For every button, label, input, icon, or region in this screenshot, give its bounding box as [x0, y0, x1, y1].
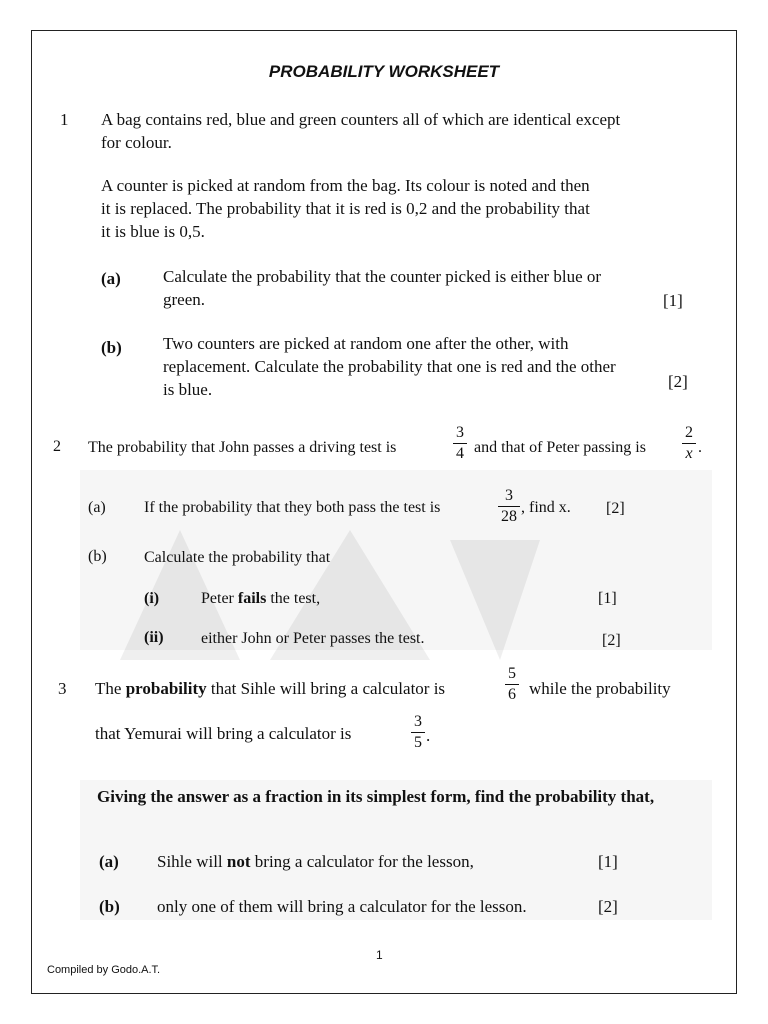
q2bii-marks: [2]: [602, 632, 621, 649]
q3-stem-post: while the probability: [529, 679, 671, 698]
q2-stem-fraction-peter: [682, 424, 696, 463]
q2-stem-mid: and that of Peter passing is: [474, 439, 646, 456]
q2-number: 2: [53, 438, 61, 455]
q1a-line1: Calculate the probability that the counter picked is either blue or: [163, 267, 602, 286]
q1b-marks: [2]: [668, 372, 688, 391]
q3-line2-fraction-yemurai: [411, 713, 425, 752]
q3-frac2-denominator: 5: [414, 734, 422, 751]
q1a-line2: green.: [163, 290, 206, 309]
q1-number: 1: [60, 110, 69, 129]
q2bi-marks: [1]: [598, 590, 617, 607]
q1b-label: (b): [101, 338, 122, 357]
q3a-text-post: bring a calculator for the lesson,: [254, 852, 474, 871]
q3-stem-mid: that Sihle will bring a calculator is: [210, 679, 446, 698]
q2bi-label: (i): [144, 590, 160, 607]
q3-line2: that Yemurai will bring a calculator is: [95, 724, 352, 743]
q2a-frac-numerator: 3: [505, 487, 513, 504]
q2a-text-post: , find x.: [521, 499, 571, 516]
q2-stem-pre: The probability that John passes a driving test is: [88, 439, 397, 456]
q3-stem-bold: probability: [125, 679, 207, 698]
q2-frac2-numerator: 2: [685, 424, 693, 441]
q2a-fraction: [498, 487, 520, 526]
q3a-label: (a): [99, 852, 119, 871]
q2b-text: Calculate the probability that: [144, 549, 331, 566]
q2a-frac-denominator: 28: [501, 508, 517, 525]
q3b-label: (b): [99, 897, 120, 916]
q3a-text-bold: not: [226, 852, 251, 871]
q1a-marks: [1]: [663, 291, 683, 310]
q3b-marks: [2]: [598, 897, 618, 916]
q3a-text: [157, 850, 474, 874]
q2a-marks: [2]: [606, 500, 625, 517]
q2-frac1-numerator: 3: [456, 424, 464, 441]
q2-stem-fraction-john: [453, 424, 467, 463]
q3a-marks: [1]: [598, 852, 618, 871]
page-number: 1: [376, 948, 383, 962]
q3-stem-fraction-sihle: [505, 665, 519, 704]
q2bi-text-post: the test,: [270, 590, 321, 607]
q2b-label: (b): [88, 548, 107, 565]
q1b-line1: Two counters are picked at random one after the other, with: [163, 334, 569, 353]
q2a-text: If the probability that they both pass the test is: [144, 499, 441, 516]
q2-stem-end: .: [698, 439, 702, 456]
q1-info-line1: A counter is picked at random from the bag. Its colour is noted and then: [101, 176, 590, 195]
q2bi-text-bold: fails: [237, 590, 267, 607]
footer-credit: Compiled by Godo.A.T.: [47, 964, 161, 976]
q3a-text-pre: Sihle will: [157, 852, 223, 871]
q3-frac2-numerator: 3: [414, 713, 422, 730]
q3-frac1-numerator: 5: [508, 665, 516, 682]
q3-number: 3: [58, 679, 67, 698]
q3b-text: only one of them will bring a calculator for the lesson.: [157, 897, 527, 916]
q2-frac2-denominator: x: [685, 445, 693, 462]
worksheet-title: PROBABILITY WORKSHEET: [268, 62, 500, 81]
q2bi-text-pre: Peter: [201, 590, 234, 607]
q1-info-line2: it is replaced. The probability that it is red is 0,2 and the probability that: [101, 199, 590, 218]
q1b-line2: replacement. Calculate the probability that one is red and the other: [163, 357, 616, 376]
q2bii-label: (ii): [144, 629, 164, 646]
q1-intro-line1: A bag contains red, blue and green counters all of which are identical except: [101, 110, 621, 129]
q1-intro-line2: for colour.: [101, 133, 172, 152]
q2-frac1-denominator: 4: [456, 445, 464, 462]
q3-frac1-denominator: 6: [508, 686, 516, 703]
q3-stem: [95, 677, 445, 701]
q2a-label: (a): [88, 499, 106, 516]
q2bii-text: either John or Peter passes the test.: [201, 630, 425, 647]
q3-instruction: Giving the answer as a fraction in its simplest form, find the probability that,: [97, 787, 655, 806]
q1a-label: (a): [101, 269, 121, 288]
q3-stem-pre: The: [95, 679, 122, 698]
q1b-line3: is blue.: [163, 380, 213, 399]
q3-line2-end: .: [426, 726, 431, 745]
q1-info-line3: it is blue is 0,5.: [101, 222, 205, 241]
q2bi-text: [201, 588, 320, 610]
